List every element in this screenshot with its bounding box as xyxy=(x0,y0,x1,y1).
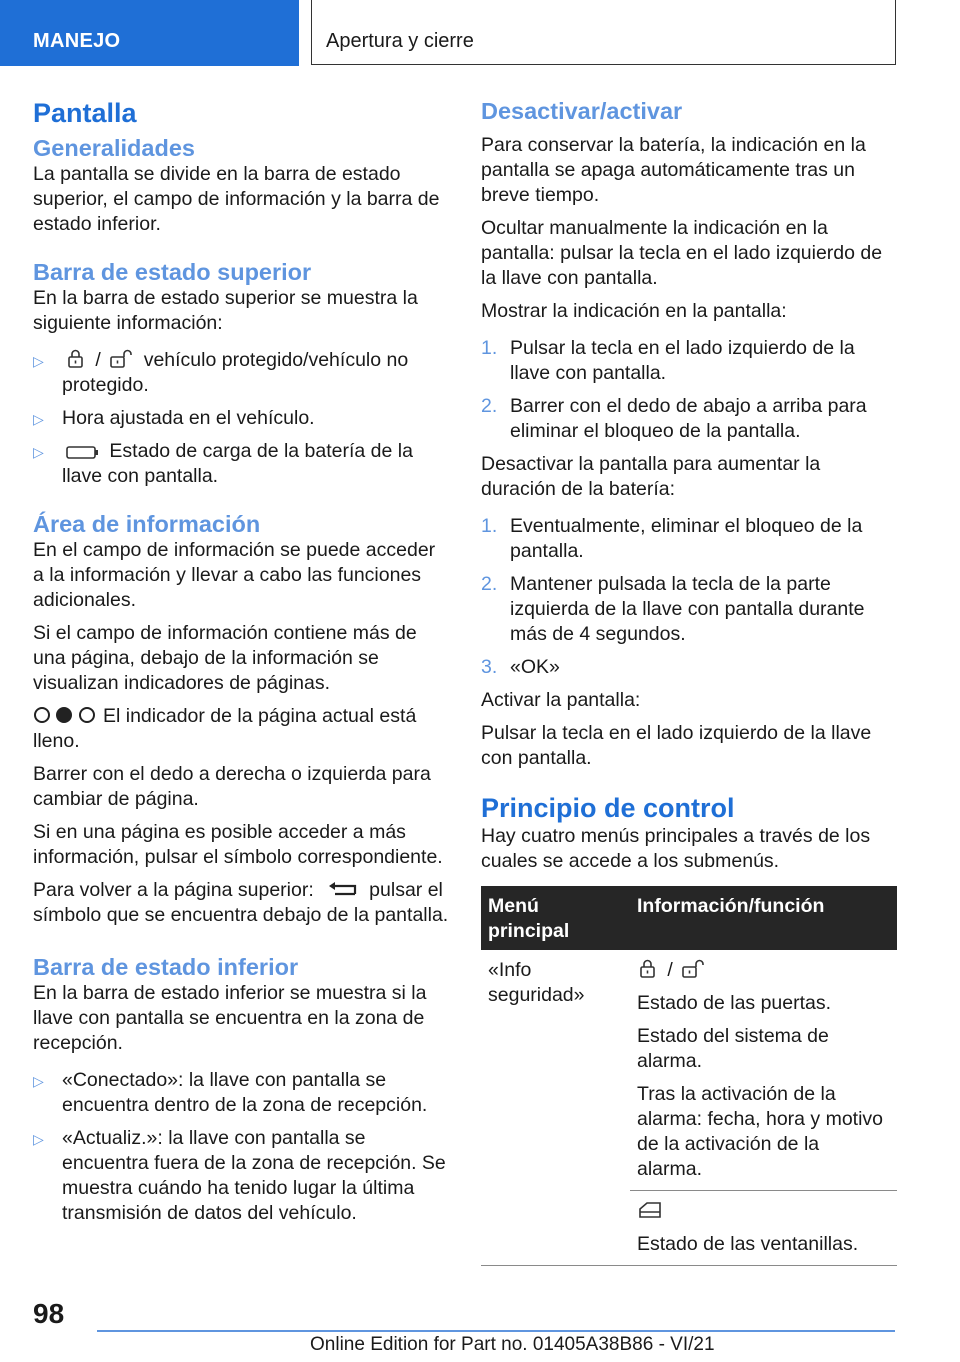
right-column xyxy=(481,98,897,1266)
list-item xyxy=(33,406,451,431)
list-item xyxy=(33,439,451,489)
list-item: 2. Mantener pulsada la tecla de la parte izquierda de la llave con pantalla durante más de 4 segundos. xyxy=(481,573,865,645)
unlocked-padlock-icon xyxy=(109,349,135,369)
list-item: 1. Pulsar la tecla en el lado izquierdo de la llave con pantalla. xyxy=(481,337,855,384)
upper-bar-text: En la barra de estado superior se muestra la siguiente información: xyxy=(33,287,418,334)
page-indicator-dots-icon xyxy=(33,705,97,725)
deactivate-heading: Desactivar/activar xyxy=(481,98,683,124)
info-text-6: Para volver a la página superior: pulsar el símbolo que se encuentra debajo de la pantalla. xyxy=(33,879,449,926)
page-footer xyxy=(0,1290,960,1362)
slash-separator: / xyxy=(667,959,673,981)
list-item-text: «Actualiz.»: la llave con pantalla se encuentra fuera de la zona de recepción. Se muestra cuándo ha tenido lugar la última transmisión de datos del vehículo. xyxy=(62,1127,446,1224)
deactivate-text-2: Ocultar manualmente la indicación en la pantalla: pulsar la tecla en el lado izquierdo de la llave con pantalla. xyxy=(481,217,883,289)
triangle-bullet-icon: ▷ xyxy=(33,411,44,427)
slash-separator: / xyxy=(95,349,101,371)
locked-padlock-icon xyxy=(65,349,87,369)
list-item xyxy=(33,348,451,398)
list-item: 3. «OK» xyxy=(481,656,560,678)
list-item: 1. Eventualmente, eliminar el bloqueo de la pantalla. xyxy=(481,515,863,562)
footer-divider xyxy=(97,1330,895,1332)
triangle-bullet-icon: ▷ xyxy=(33,1073,44,1089)
list-item-text: Hora ajustada en el vehículo. xyxy=(62,407,315,429)
lower-bar-heading: Barra de estado inferior xyxy=(33,954,299,980)
info-text-1: En el campo de información se puede acceder a la información y llevar a cabo las funciones adicionales. xyxy=(33,539,436,611)
lower-bar-list xyxy=(33,1068,451,1226)
deactivate-text-3: Mostrar la indicación en la pantalla: xyxy=(481,300,787,322)
lower-bar-text: En la barra de estado inferior se muestra si la llave con pantalla se encuentra en la zona de recepción. xyxy=(33,982,427,1054)
info-area-heading: Área de información xyxy=(33,511,261,537)
alarm-detail: Tras la activación de la alarma: fecha, hora y motivo de la activación de la alarma. xyxy=(637,1083,884,1180)
triangle-bullet-icon: ▷ xyxy=(33,444,44,460)
table-header-menu: Menú principal xyxy=(481,886,630,950)
list-item-text: Estado de carga de la batería de la llave con pantalla. xyxy=(62,440,413,487)
chapter-title: Apertura y cierre xyxy=(311,0,896,65)
list-item xyxy=(33,1126,451,1226)
table-cell-info xyxy=(630,950,897,1191)
list-item: 2. Barrer con el dedo de abajo a arriba para eliminar el bloqueo de la pantalla. xyxy=(481,395,867,442)
windows-status: Estado de las ventanillas. xyxy=(637,1233,859,1255)
list-item-text: «Conectado»: la llave con pantalla se encuentra dentro de la zona de recepción. xyxy=(62,1069,428,1116)
list-item-text: vehículo protegido/vehículo no protegido. xyxy=(62,349,409,396)
general-heading: Generalidades xyxy=(33,135,195,161)
section-title: Pantalla xyxy=(33,98,137,128)
deactivate-text-1: Para conservar la batería, la indicación en la pantalla se apaga automáticamente tras un breve tiempo. xyxy=(481,134,866,206)
show-steps-list xyxy=(481,336,897,444)
table-cell-menu: «Info seguridad» xyxy=(481,950,630,1266)
edition-text: Online Edition for Part no. 01405A38B86 - VI/21 xyxy=(310,1334,715,1355)
general-text: La pantalla se divide en la barra de estado superior, el campo de información y la barra de estado inferior. xyxy=(33,163,440,235)
section-tab: MANEJO xyxy=(0,0,299,66)
triangle-bullet-icon: ▷ xyxy=(33,353,44,369)
page-header xyxy=(0,0,960,66)
deactivate-text-6: Pulsar la tecla en el lado izquierdo de la llave con pantalla. xyxy=(481,722,872,769)
table-header-info: Información/función xyxy=(630,886,897,950)
locked-padlock-icon xyxy=(637,959,659,979)
info-text-5: Si en una página es posible acceder a más información, pulsar el símbolo correspondiente. xyxy=(33,821,443,868)
table-cell-info xyxy=(630,1191,897,1266)
info-text-3: El indicador de la página actual está lleno. xyxy=(33,705,417,752)
left-column xyxy=(33,98,451,1234)
unlocked-padlock-icon xyxy=(681,959,707,979)
deactivate-text-5: Activar la pantalla: xyxy=(481,689,641,711)
deactivate-text-4: Desactivar la pantalla para aumentar la duración de la batería: xyxy=(481,453,821,500)
control-table xyxy=(481,886,897,1266)
back-arrow-icon xyxy=(327,881,363,899)
control-text: Hay cuatro menús principales a través de los cuales se accede a los submenús. xyxy=(481,825,871,872)
info-text-4: Barrer con el dedo a derecha o izquierda para cambiar de página. xyxy=(33,763,431,810)
upper-bar-heading: Barra de estado superior xyxy=(33,259,312,285)
upper-bar-list xyxy=(33,348,451,489)
alarm-status: Estado del sistema de alarma. xyxy=(637,1025,829,1072)
control-heading: Principio de control xyxy=(481,793,735,823)
battery-icon xyxy=(65,444,101,460)
info-text-2: Si el campo de información contiene más de una página, debajo de la información se visualizan indicadores de páginas. xyxy=(33,622,417,694)
doors-status: Estado de las puertas. xyxy=(637,992,832,1014)
off-steps-list xyxy=(481,514,897,680)
page-number: 98 xyxy=(33,1298,65,1329)
list-item xyxy=(33,1068,451,1118)
triangle-bullet-icon: ▷ xyxy=(33,1131,44,1147)
window-icon xyxy=(637,1200,663,1220)
